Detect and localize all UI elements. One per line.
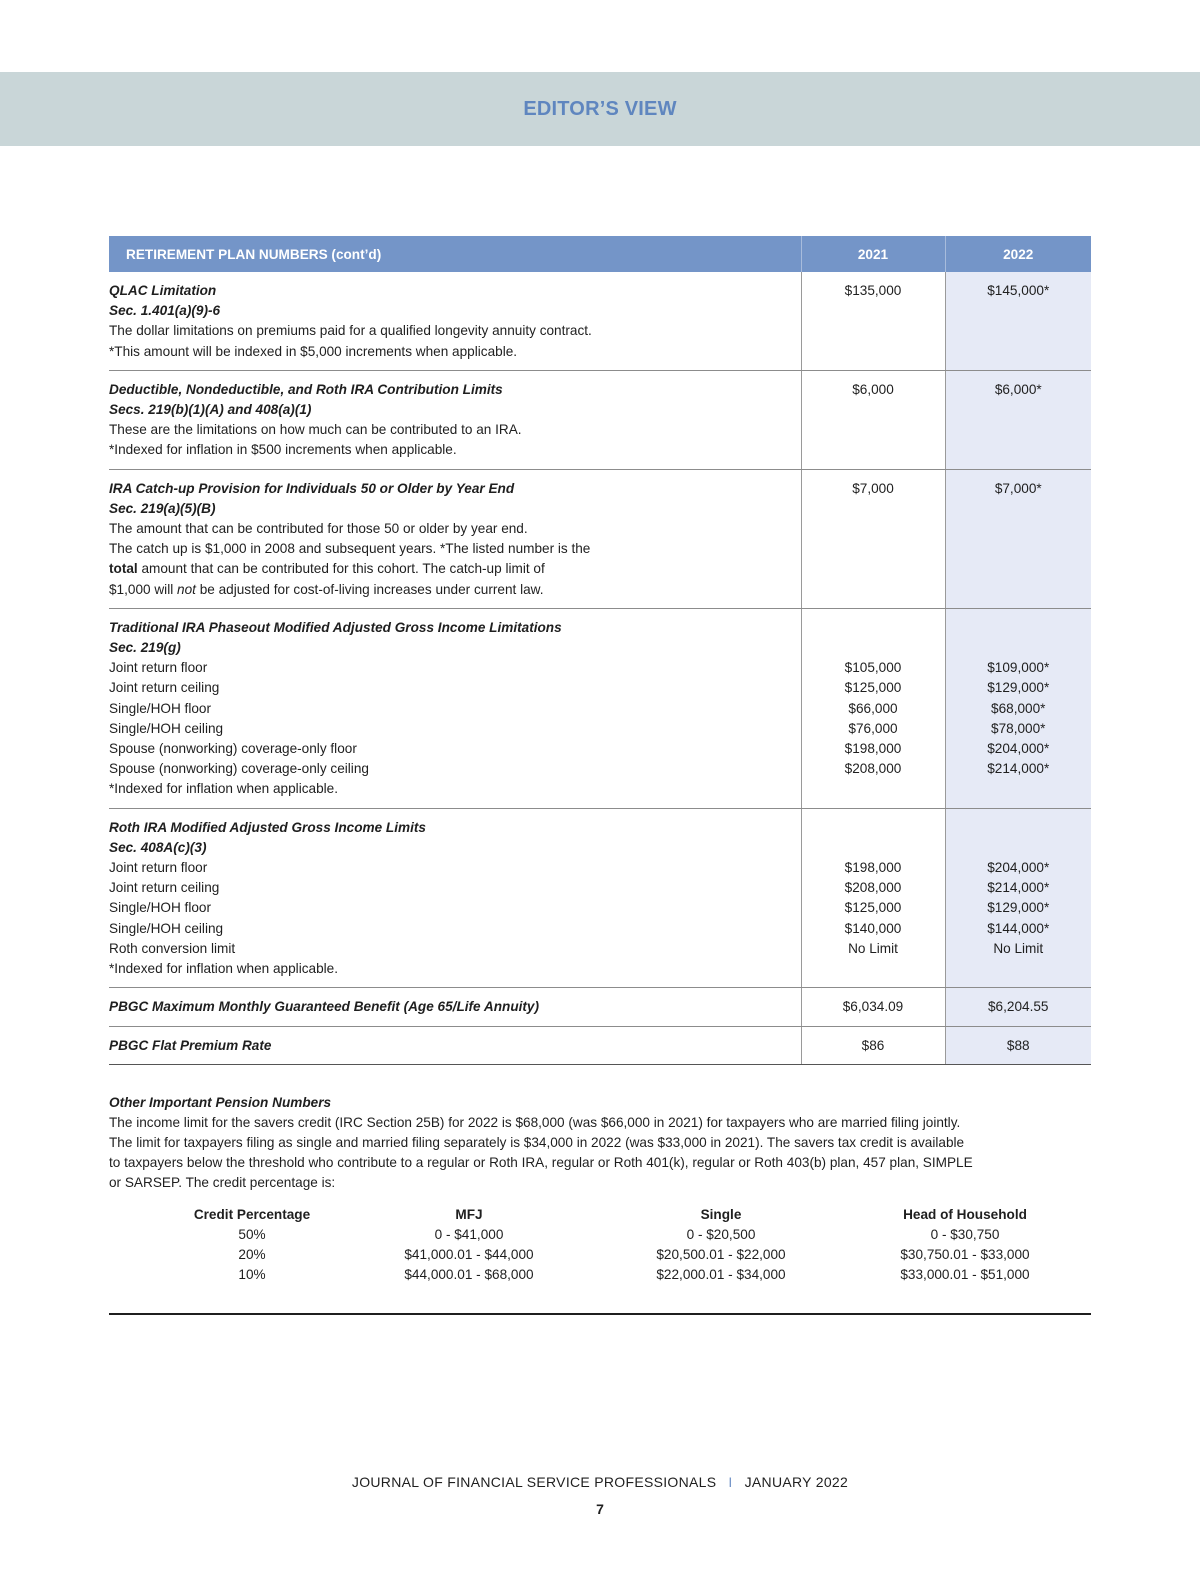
value-2022: $214,000* [987, 880, 1050, 896]
item-label: Joint return ceiling [109, 880, 220, 896]
row-note: *Indexed for inflation when applicable. [109, 961, 338, 977]
mfj-range: 0 - $41,000 [434, 1226, 504, 1242]
value-2022: $144,000* [987, 920, 1050, 936]
row-section: Sec. 219(g) [109, 640, 181, 656]
hoh-range: 0 - $30,750 [930, 1226, 1000, 1242]
item-label: Single/HOH floor [109, 900, 211, 916]
values-2021 [801, 808, 945, 988]
item-label: Joint return ceiling [109, 680, 220, 696]
table-row-pbgc-benefit [109, 988, 1091, 1026]
value-2021: $125,000 [844, 680, 902, 696]
table-header-row [109, 236, 1091, 272]
row-title: PBGC Flat Premium Rate [109, 1037, 272, 1053]
row-section: Sec. 1.401(a)(9)-6 [109, 303, 221, 319]
retirement-plan-table [109, 236, 1091, 1065]
traditional-description [109, 608, 801, 808]
row-text: *Indexed for inflation in $500 increments when applicable. [109, 442, 457, 458]
values-2021 [801, 608, 945, 808]
table-row-qlac [109, 272, 1091, 370]
row-section: Sec. 219(a)(5)(B) [109, 500, 216, 516]
item-label: Spouse (nonworking) coverage-only floor [109, 741, 357, 757]
value-2021: $198,000 [844, 860, 902, 876]
value-2021: No Limit [848, 940, 898, 956]
value-2021: $125,000 [844, 900, 902, 916]
row-text: The catch up is $1,000 in 2008 and subsequent years. *The listed number is the [109, 541, 591, 557]
value-2022: $109,000* [987, 660, 1050, 676]
row-title: Deductible, Nondeductible, and Roth IRA Contribution Limits [109, 381, 503, 397]
value-2021: $7,000 [801, 469, 945, 608]
item-label: Joint return floor [109, 660, 208, 676]
value-2022: $214,000* [987, 761, 1050, 777]
value-2022: $88 [945, 1026, 1091, 1064]
value-2021: $135,000 [801, 272, 945, 370]
table-row-pbgc-premium [109, 1026, 1091, 1064]
table-row-traditional-phaseout [109, 608, 1091, 808]
value-2021: $198,000 [844, 741, 902, 757]
single-range: $22,000.01 - $34,000 [656, 1267, 786, 1283]
value-2021: $105,000 [844, 660, 902, 676]
value-2021: $86 [801, 1026, 945, 1064]
value-2021: $6,000 [801, 370, 945, 469]
header-banner [0, 72, 1200, 146]
pbgc-premium-description [109, 1026, 801, 1064]
header-mfj: MFJ [455, 1206, 483, 1222]
banner-title: EDITOR’S VIEW [523, 97, 677, 120]
value-2022: $204,000* [987, 741, 1050, 757]
table-row-catchup [109, 469, 1091, 608]
section-divider [109, 1313, 1091, 1315]
value-2021: $140,000 [844, 920, 902, 936]
table-row [109, 1224, 1065, 1244]
value-2021: $208,000 [844, 761, 902, 777]
issue-date: JANUARY 2022 [744, 1474, 849, 1490]
value-2022: $68,000* [991, 700, 1046, 716]
credit-percent: 20% [238, 1246, 266, 1262]
section-title: Other Important Pension Numbers [109, 1095, 332, 1110]
footer [0, 1474, 1200, 1490]
item-label: Roth conversion limit [109, 940, 236, 956]
value-2022: $204,000* [987, 860, 1050, 876]
value-2022: No Limit [993, 940, 1044, 956]
hoh-range: $30,750.01 - $33,000 [900, 1246, 1030, 1262]
row-title: IRA Catch-up Provision for Individuals 50 or Older by Year End [109, 480, 515, 496]
hoh-range: $33,000.01 - $51,000 [900, 1267, 1030, 1283]
value-2021: $76,000 [848, 720, 898, 736]
table-row [109, 1244, 1065, 1264]
value-2021: $6,034.09 [801, 988, 945, 1026]
value-2022: $145,000* [945, 272, 1091, 370]
row-text-rest: amount that can be contributed for this cohort. The catch-up limit of [137, 561, 545, 577]
single-range: $20,500.01 - $22,000 [656, 1246, 786, 1262]
row-text-part: $1,000 will [109, 581, 178, 597]
row-text [109, 559, 791, 579]
value-2021: $66,000 [848, 700, 898, 716]
catchup-description [109, 469, 801, 608]
table-row-roth-limits [109, 808, 1091, 988]
paragraph-line: to taxpayers below the threshold who contribute to a regular or Roth IRA, regular or Roth 401(k), regular or Roth 403(b) plan, 457 plan, SIMPLE [109, 1155, 973, 1170]
row-note: *Indexed for inflation when applicable. [109, 781, 338, 797]
ira-limits-description [109, 370, 801, 469]
other-pension-numbers [109, 1093, 1091, 1193]
table-row-ira-limits [109, 370, 1091, 469]
row-text: The dollar limitations on premiums paid for a qualified longevity annuity contract. [109, 323, 592, 339]
item-label: Joint return floor [109, 860, 208, 876]
mfj-range: $41,000.01 - $44,000 [404, 1246, 534, 1262]
row-text [109, 580, 791, 600]
item-label: Single/HOH ceiling [109, 920, 224, 936]
item-label: Single/HOH floor [109, 700, 211, 716]
paragraph-line: The limit for taxpayers filing as single and married filing separately is $34,000 in 2022 (was $33,000 in 2021). The savers tax credit is available [109, 1135, 965, 1150]
values-2022 [945, 808, 1091, 988]
header-head-of-household: Head of Household [903, 1206, 1027, 1222]
credit-percent: 50% [238, 1226, 266, 1242]
paragraph-line: The income limit for the savers credit (IRC Section 25B) for 2022 is $68,000 (was $66,000 in 2021) for taxpayers who are married filing jointly. [109, 1115, 961, 1130]
row-text-part: be adjusted for cost-of-living increases under current law. [195, 581, 544, 597]
credit-header-row [109, 1204, 1065, 1224]
pbgc-benefit-description [109, 988, 801, 1026]
row-text: *This amount will be indexed in $5,000 increments when applicable. [109, 343, 518, 359]
mfj-range: $44,000.01 - $68,000 [404, 1267, 534, 1283]
footer-separator: I [728, 1474, 733, 1490]
row-section: Secs. 219(b)(1)(A) and 408(a)(1) [109, 402, 312, 418]
value-2022: $129,000* [987, 680, 1050, 696]
single-range: 0 - $20,500 [686, 1226, 756, 1242]
row-section: Sec. 408A(c)(3) [109, 839, 207, 855]
header-plan-numbers: RETIREMENT PLAN NUMBERS (cont’d) [109, 236, 801, 272]
value-2022: $6,000* [945, 370, 1091, 469]
value-2022: $129,000* [987, 900, 1050, 916]
row-text: The amount that can be contributed for those 50 or older by year end. [109, 521, 528, 537]
header-2021: 2021 [801, 236, 945, 272]
value-2022: $6,204.55 [945, 988, 1091, 1026]
paragraph-line: or SARSEP. The credit percentage is: [109, 1175, 336, 1190]
page-number: 7 [596, 1501, 604, 1517]
row-text: These are the limitations on how much can be contributed to an IRA. [109, 422, 522, 438]
row-title: Traditional IRA Phaseout Modified Adjusted Gross Income Limitations [109, 619, 562, 635]
qlac-description [109, 272, 801, 370]
roth-description [109, 808, 801, 988]
value-2022: $7,000* [945, 469, 1091, 608]
values-2022 [945, 608, 1091, 808]
value-2022: $78,000* [991, 720, 1046, 736]
row-title: QLAC Limitation [109, 283, 217, 298]
header-single: Single [700, 1206, 742, 1222]
row-title: PBGC Maximum Monthly Guaranteed Benefit (Age 65/Life Annuity) [109, 999, 540, 1015]
emphasis-not: not [177, 581, 196, 597]
header-2022: 2022 [945, 236, 1091, 272]
value-2021: $208,000 [844, 880, 902, 896]
emphasis-total: total [109, 561, 138, 577]
item-label: Single/HOH ceiling [109, 720, 224, 736]
header-credit-percentage: Credit Percentage [193, 1206, 311, 1222]
journal-name: JOURNAL OF FINANCIAL SERVICE PROFESSIONALS [351, 1474, 717, 1490]
credit-percent: 10% [238, 1267, 266, 1283]
credit-percentage-table [109, 1204, 1091, 1285]
item-label: Spouse (nonworking) coverage-only ceiling [109, 761, 369, 777]
row-title: Roth IRA Modified Adjusted Gross Income Limits [109, 819, 426, 835]
table-row [109, 1265, 1065, 1285]
